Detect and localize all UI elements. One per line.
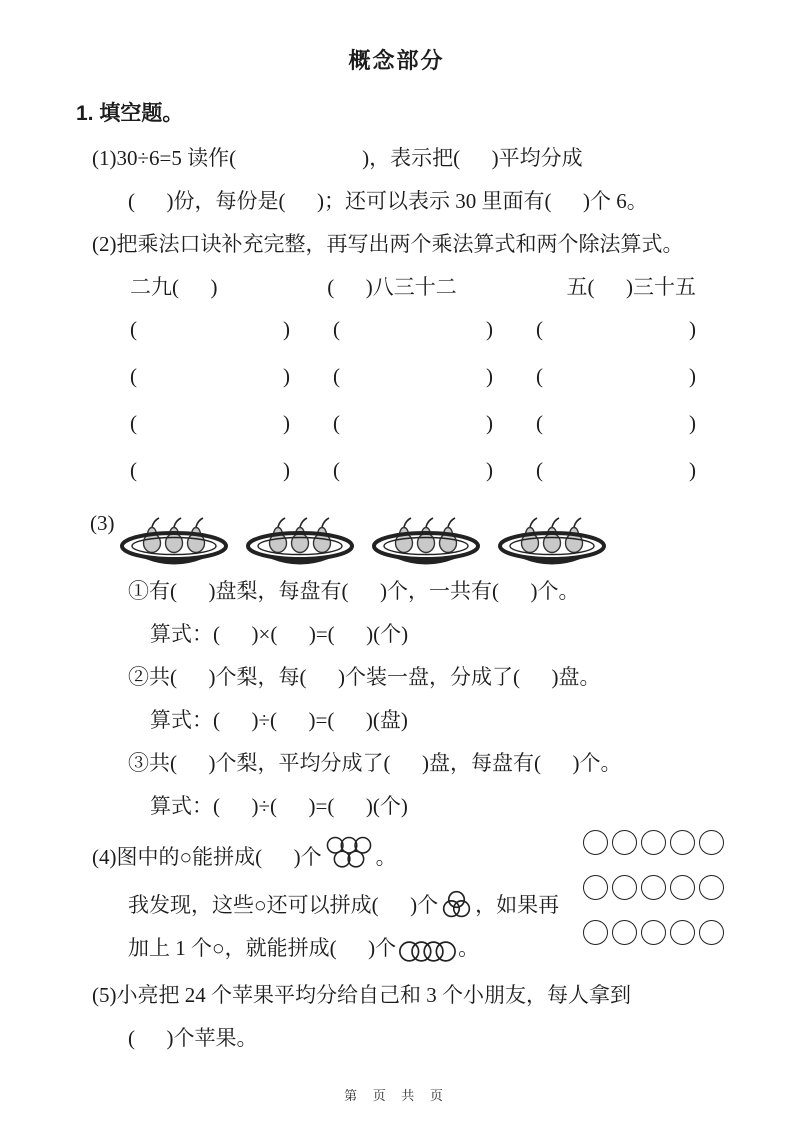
q4-line-1: (4)图中的○能拼成( )个 。 xyxy=(92,834,600,872)
q2-blank-row xyxy=(130,455,696,485)
q3-plates-block xyxy=(0,502,793,566)
q5-line-1: (5)小亮把 24 个苹果平均分给自己和 3 个小朋友，每人拿到 xyxy=(92,983,631,1007)
q2-jingle-2: ( )八三十二 xyxy=(327,275,457,299)
circle-shape xyxy=(583,875,608,900)
circle-grid-figure xyxy=(583,830,731,945)
section-heading: 1. 填空题。 xyxy=(76,102,184,125)
q3-item-1: ①有( )盘梨，每盘有( )个，一共有( )个。 xyxy=(128,579,580,603)
circle-grid-row xyxy=(583,920,731,945)
q4-block xyxy=(0,834,793,974)
pear-plate-figure xyxy=(496,502,608,566)
pear-plate-figure xyxy=(370,502,482,566)
blank-pair: ( ) xyxy=(536,411,696,435)
q3-label: (3) xyxy=(90,511,115,535)
pear-plates-figure xyxy=(118,502,793,566)
circle-grid-row xyxy=(583,875,731,900)
blank-pair: ( ) xyxy=(536,458,696,482)
page-footer: 第 页 共 页 xyxy=(344,1088,449,1103)
circle-shape xyxy=(583,920,608,945)
q5-line-2: ( )个苹果。 xyxy=(128,1026,258,1050)
pear-plate-figure xyxy=(118,502,230,566)
circle-grid-row xyxy=(583,830,731,855)
pear-plate-figure xyxy=(244,502,356,566)
circle-shape xyxy=(612,875,637,900)
q3-formula-3: 算式：( )÷( )=( )(个) xyxy=(150,794,408,818)
q1-line-1: (1)30÷6=5 读作( )，表示把( )平均分成 xyxy=(92,146,583,170)
blank-pair: ( ) xyxy=(333,317,493,341)
q2-intro: (2)把乘法口诀补充完整，再写出两个乘法算式和两个除法算式。 xyxy=(92,232,684,256)
circle-shape xyxy=(699,920,724,945)
blank-pair: ( ) xyxy=(130,458,290,482)
q2-jingle-3: 五( )三十五 xyxy=(566,275,696,299)
circle-shape xyxy=(699,830,724,855)
q4-text xyxy=(0,834,600,963)
circle-shape xyxy=(670,920,695,945)
q2-blank-row xyxy=(130,408,696,438)
circle-shape xyxy=(670,830,695,855)
blank-pair: ( ) xyxy=(536,317,696,341)
circle-shape xyxy=(612,920,637,945)
venn-rings-3-icon xyxy=(440,890,473,920)
blank-pair: ( ) xyxy=(536,364,696,388)
blank-pair: ( ) xyxy=(130,317,290,341)
circle-shape xyxy=(641,830,666,855)
q4-line-3: 加上 1 个○，就能拼成( )个 。 xyxy=(128,933,600,963)
circle-shape xyxy=(699,875,724,900)
circle-shape xyxy=(641,920,666,945)
circle-shape xyxy=(670,875,695,900)
q4-line-2: 我发现，这些○还可以拼成( )个 ，如果再 xyxy=(128,890,600,920)
q3-item-3: ③共( )个梨，平均分成了( )盘，每盘有( )个。 xyxy=(128,751,622,775)
page-title: 概念部分 xyxy=(348,48,445,73)
circle-shape xyxy=(583,830,608,855)
q3-formula-1: 算式：( )×( )=( )(个) xyxy=(150,622,409,646)
olympic-rings-5-icon xyxy=(324,834,374,872)
chain-rings-4-icon xyxy=(398,940,456,963)
q3-item-2: ②共( )个梨，每( )个装一盘，分成了( )盘。 xyxy=(128,665,601,689)
circle-shape xyxy=(612,830,637,855)
blank-pair: ( ) xyxy=(333,364,493,388)
blank-pair: ( ) xyxy=(130,364,290,388)
circle-shape xyxy=(641,875,666,900)
q2-jingle-1: 二九( ) xyxy=(130,275,218,299)
blank-pair: ( ) xyxy=(333,411,493,435)
q3-formula-2: 算式：( )÷( )=( )(盘) xyxy=(150,708,408,732)
blank-pair: ( ) xyxy=(130,411,290,435)
q2-blank-row xyxy=(130,314,696,344)
q2-blank-row xyxy=(130,361,696,391)
q2-jingle-row xyxy=(130,272,696,302)
q1-line-2: ( )份，每份是( )；还可以表示 30 里面有( )个 6。 xyxy=(128,189,648,213)
blank-pair: ( ) xyxy=(333,458,493,482)
